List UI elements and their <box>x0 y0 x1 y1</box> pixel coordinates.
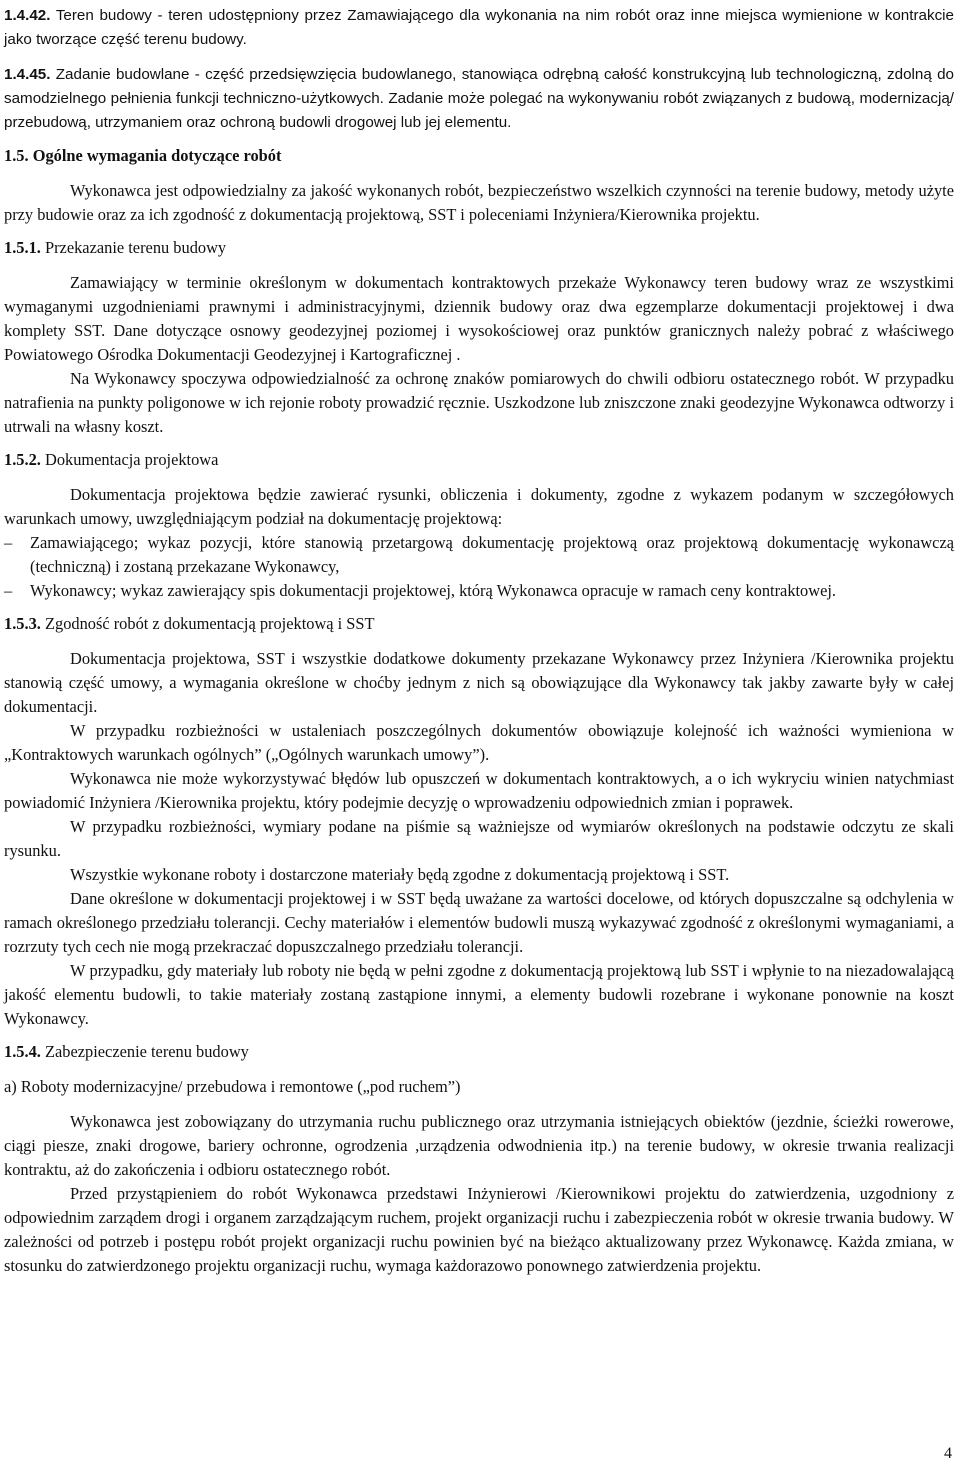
definition-text: Zadanie budowlane - część przedsięwzięcia budowlanego, stanowiąca odrębną całość konstrukcyjną lub technologiczną, zdolną do samodzielnego pełnienia funkcji techniczno-użytkowych. Zadanie może polegać na wykonywaniu robót związanych z budową, modernizacją/ przebudową, utrzymaniem oraz ochroną budowli drogowej lub jej elementu. <box>4 66 954 131</box>
spacer <box>4 260 954 271</box>
section-heading-1-5-3 <box>4 612 954 636</box>
paragraph: Na Wykonawcy spoczywa odpowiedzialność za ochronę znaków pomiarowych do chwili odbioru ostatecznego robót. W przypadku natrafienia na punkty poligonowe w ich rejonie roboty prowadzić ręcznie. Uszkodzone lub zniszczone znaki geodezyjne Wykonawca odtworzy i utrwali na własny koszt. <box>4 369 954 436</box>
paragraph: Wykonawca jest odpowiedzialny za jakość wykonanych robót, bezpieczeństwo wszelkich czynności na terenie budowy, metody użyte przy budowie oraz za ich zgodność z dokumentacją projektową, SST i poleceniami Inżyniera/Kierownika projektu. <box>4 181 954 224</box>
dash-bullet: – <box>4 533 13 552</box>
paragraph: W przypadku rozbieżności, wymiary podane na piśmie są ważniejsze od wymiarów określonych na podstawie odczytu ze skali rysunku. <box>4 817 954 860</box>
definition-1-4-42 <box>4 4 954 52</box>
paragraph: Wykonawca jest zobowiązany do utrzymania ruchu publicznego oraz utrzymania istniejących obiektów (jezdnie, ścieżki rowerowe, ciągi piesze, znaki drogowe, bariery ochronne, ogrodzenia ,urządzenia odwodnienia itp.) na terenie budowy, w okresie trwania realizacji kontraktu, aż do zakończenia i odbioru ostatecznego robót. <box>4 1112 954 1179</box>
document-page <box>4 4 954 1278</box>
paragraph: Wykonawca nie może wykorzystywać błędów lub opuszczeń w dokumentach kontraktowych, a o ich wykryciu winien natychmiast powiadomić Inżyniera /Kierownika projektu, który podejmie decyzję o wprowadzeniu odpowiednich zmian i poprawek. <box>4 769 954 812</box>
section-heading-1-5-1 <box>4 236 954 260</box>
section-title: Zgodność robót z dokumentacją projektową i SST <box>40 614 375 633</box>
definition-number: 1.4.45. <box>4 66 51 83</box>
paragraph: W przypadku, gdy materiały lub roboty nie będą w pełni zgodne z dokumentacją projektową lub SST i wpłynie to na niezadowalającą jakość elementu budowli, to takie materiały zostaną zastąpione innymi, a elementy budowli rozebrane i wykonane ponownie na koszt Wykonawcy. <box>4 961 954 1028</box>
spacer <box>4 472 954 483</box>
spacer <box>4 1099 954 1110</box>
section-heading-1-5 <box>4 144 954 168</box>
paragraph: Wszystkie wykonane roboty i dostarczone materiały będą zgodne z dokumentacją projektową i SST. <box>70 865 730 884</box>
paragraph: Przed przystąpieniem do robót Wykonawca przedstawi Inżynierowi /Kierownikowi projektu do zatwierdzenia, uzgodniony z odpowiednim zarządem drogi i organem zarządzającym ruchem, projekt organizacji ruchu i zabezpieczenia robót w okresie trwania budowy. W zależności od potrzeb i postępu robót projekt organizacji ruchu powinien być na bieżąco aktualizowany przez Wykonawcę. Każda zmiana, w stosunku do zatwierdzonego projektu organizacji ruchu, wymaga każdorazowo ponownego zatwierdzenia projektu. <box>4 1184 954 1275</box>
section-title: Ogólne wymagania dotyczące robót <box>28 146 282 165</box>
definition-text: Teren budowy - teren udostępniony przez Zamawiającego dla wykonania na nim robót oraz inne miejsca wymienione w kontrakcie jako tworzące część terenu budowy. <box>4 7 954 48</box>
spacer <box>4 636 954 647</box>
paragraph: W przypadku rozbieżności w ustaleniach poszczególnych dokumentów obowiązuje kolejność ich ważności wymieniona w „Kontraktowych warunkach ogólnych” („Ogólnych warunkach umowy”). <box>4 721 954 764</box>
definition-1-4-45 <box>4 63 954 135</box>
list-item <box>4 579 954 603</box>
section-number: 1.5.4. <box>4 1042 41 1061</box>
section-title: Zabezpieczenie terenu budowy <box>40 1042 249 1061</box>
list-item <box>4 531 954 579</box>
paragraph: Dokumentacja projektowa będzie zawierać rysunki, obliczenia i dokumenty, zgodne z wykazem podanym w szczegółowych warunkach umowy, uwzględniającym podział na dokumentację projektową: <box>4 485 954 528</box>
list-item-text: Wykonawcy; wykaz zawierający spis dokumentacji projektowej, którą Wykonawca opracuje w ramach ceny kontraktowej. <box>30 581 837 600</box>
section-number: 1.5.1. <box>4 238 41 257</box>
spacer <box>4 168 954 179</box>
subsection-heading: a) Roboty modernizacyjne/ przebudowa i remontowe („pod ruchem”) <box>4 1077 461 1096</box>
spacer <box>4 1064 954 1075</box>
section-title: Przekazanie terenu budowy <box>40 238 227 257</box>
section-number: 1.5. <box>4 146 29 165</box>
section-number: 1.5.2. <box>4 450 41 469</box>
list-item-text: Zamawiającego; wykaz pozycji, które stanowią przetargową dokumentację projektową oraz projektową dokumentację wykonawczą (techniczną) i zostaną przekazane Wykonawcy, <box>30 533 954 576</box>
dash-list <box>4 531 954 603</box>
definition-number: 1.4.42. <box>4 7 51 24</box>
page-number: 4 <box>944 1445 952 1462</box>
spacer <box>4 52 954 63</box>
section-title: Dokumentacja projektowa <box>40 450 219 469</box>
paragraph: Zamawiający w terminie określonym w dokumentach kontraktowych przekaże Wykonawcy teren budowy wraz ze wszystkimi wymaganymi uzgodnieniami prawnymi i administracyjnymi, dziennik budowy oraz dwa egzemplarze dokumentacji projektowej i dwa komplety SST. Dane dotyczące osnowy geodezyjnej poziomej i wysokościowej oraz punktów granicznych należy pobrać z właściwego Powiatowego Ośrodka Dokumentacji Geodezyjnej i Kartograficznej . <box>4 273 954 364</box>
paragraph: Dane określone w dokumentacji projektowej i w SST będą uważane za wartości docelowe, od których dopuszczalne są odchylenia w ramach określonego przedziału tolerancji. Cechy materiałów i elementów budowli muszą wykazywać zgodność z określonymi wymaganiami, a rozrzuty tych cech nie mogą przekraczać dopuszczalnego przedziału tolerancji. <box>4 889 954 956</box>
section-heading-1-5-4 <box>4 1040 954 1064</box>
paragraph: Dokumentacja projektowa, SST i wszystkie dodatkowe dokumenty przekazane Wykonawcy przez Inżyniera /Kierownika projektu stanowią część umowy, a wymagania określone w choćby jednym z nich są obowiązujące dla Wykonawcy tak jakby zawarte były w całej dokumentacji. <box>4 649 954 716</box>
section-number: 1.5.3. <box>4 614 41 633</box>
section-heading-1-5-2 <box>4 448 954 472</box>
dash-bullet: – <box>4 581 13 600</box>
